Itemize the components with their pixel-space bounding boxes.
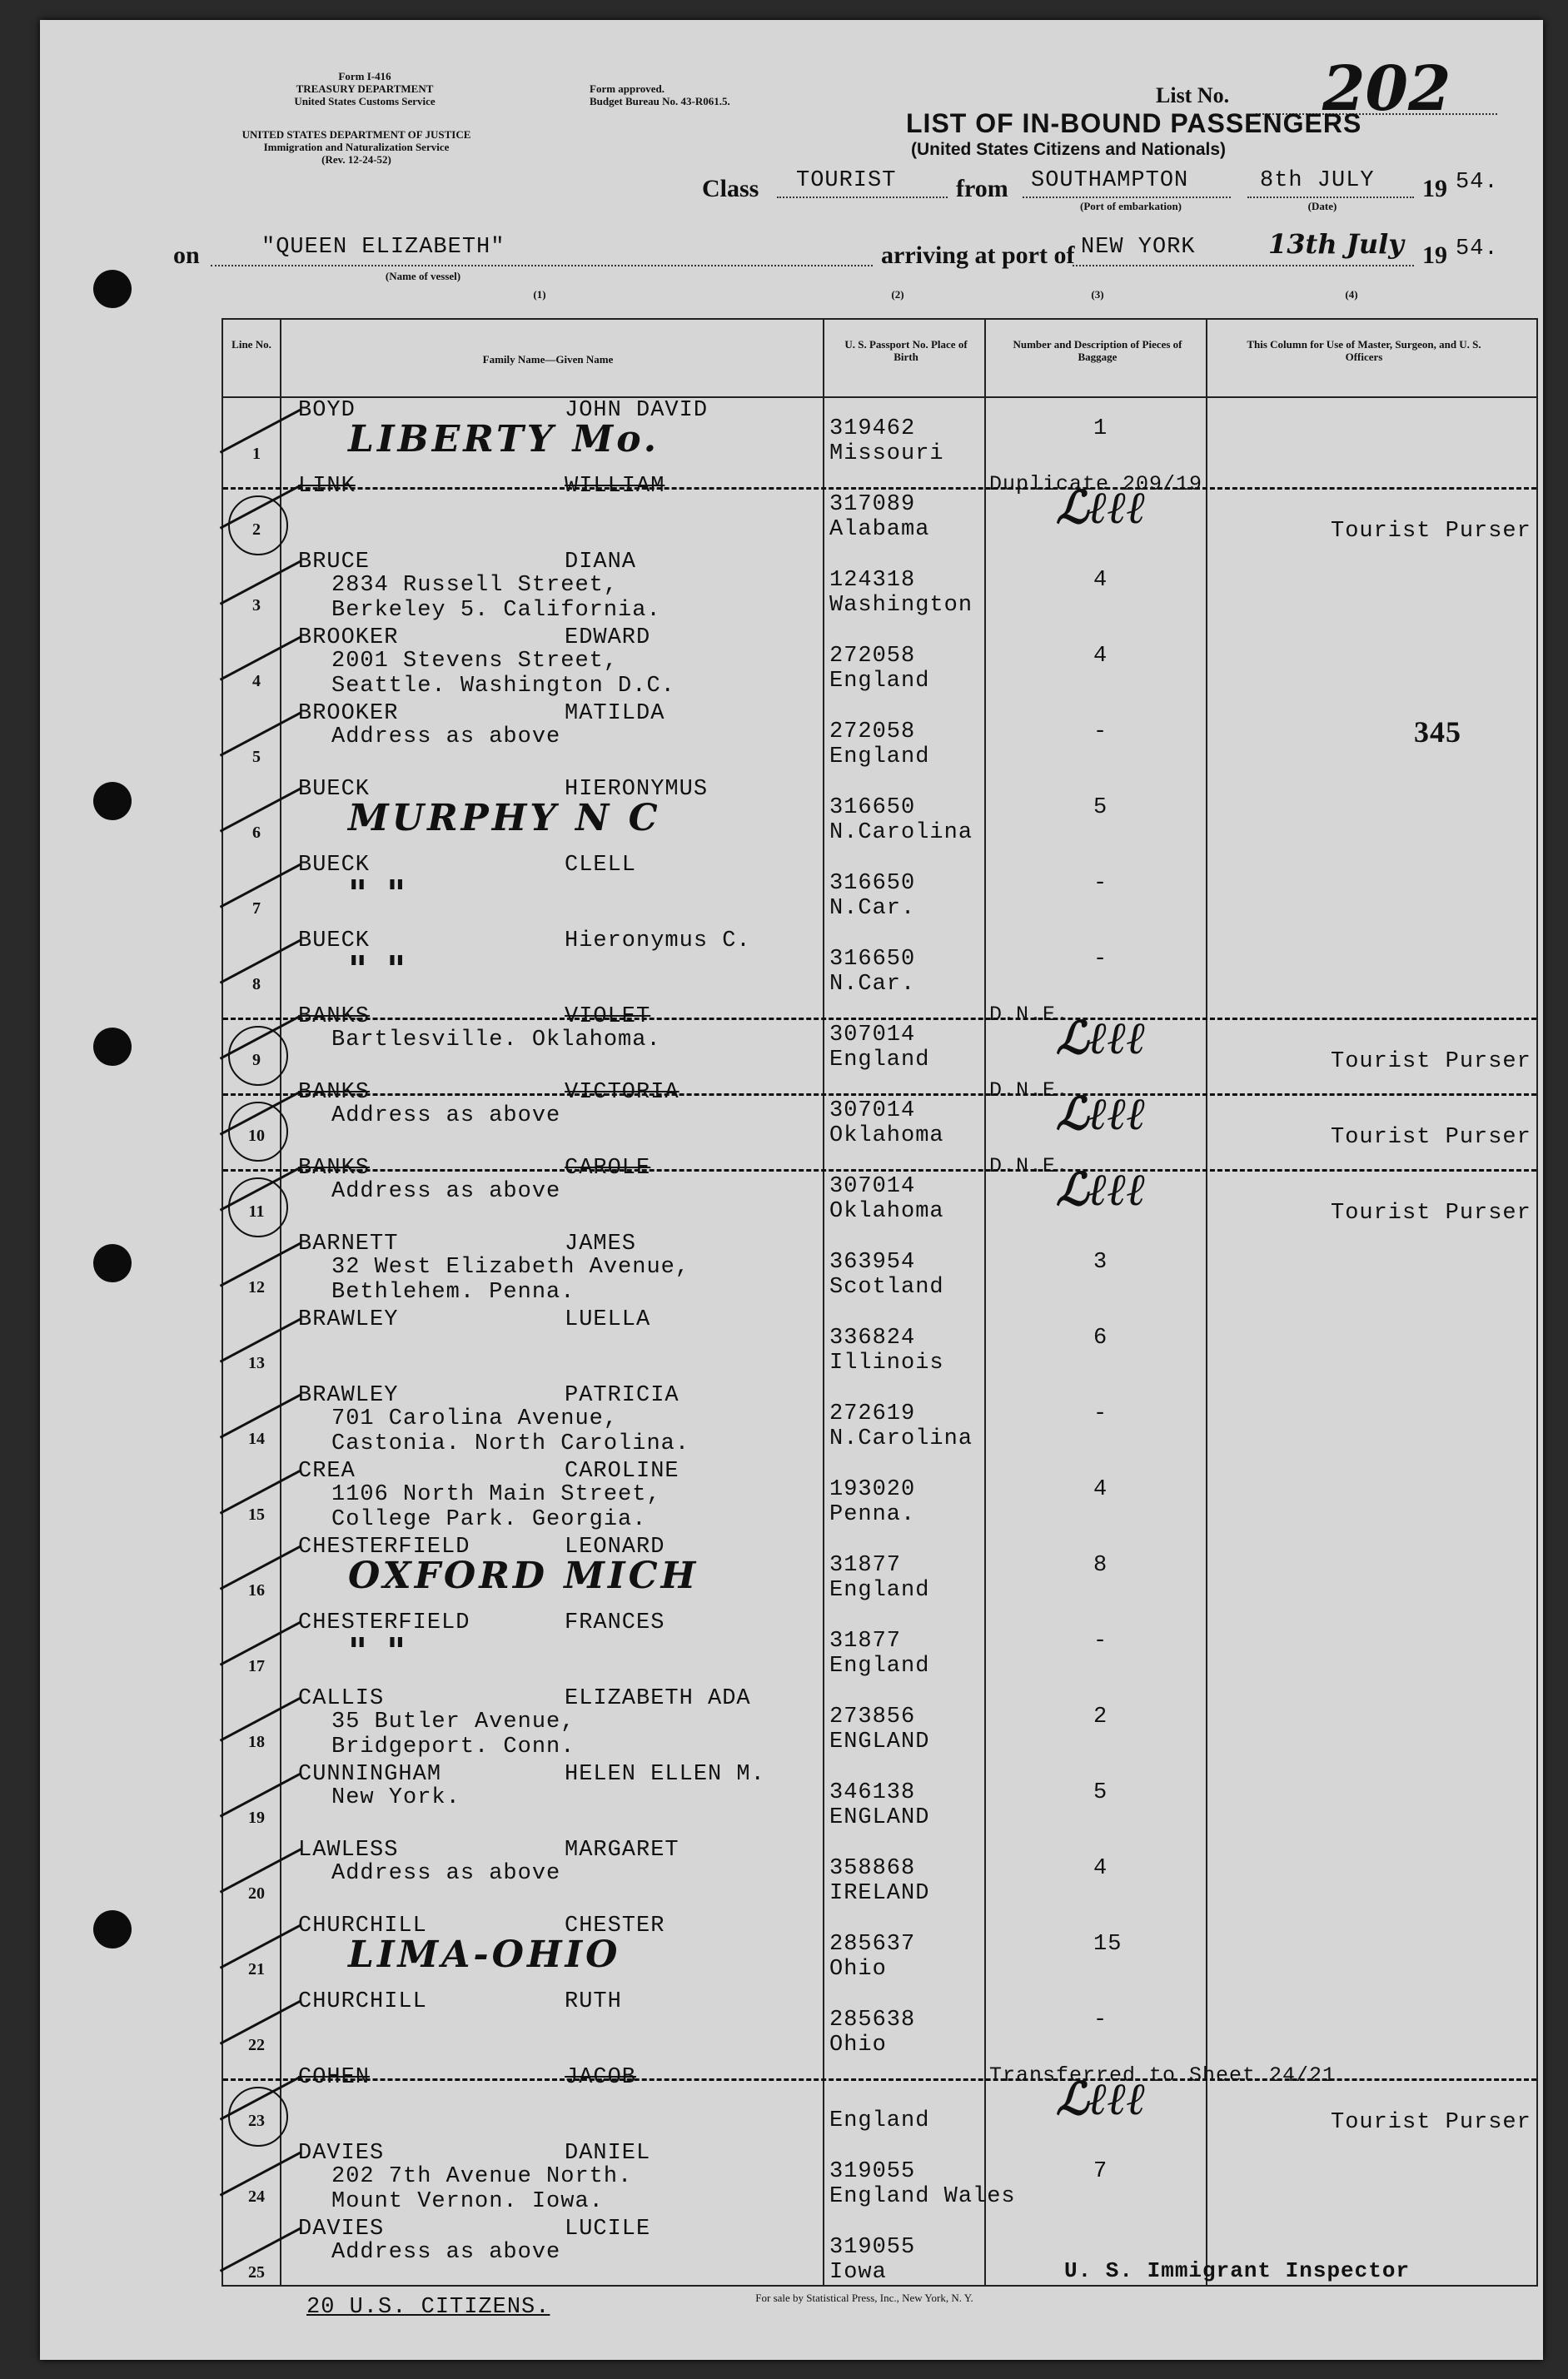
place-of-birth: Scotland [829, 1275, 944, 1300]
given-name: LUELLA [565, 1307, 651, 1332]
address-line: 35 Butler Avenue, [331, 1710, 575, 1734]
passport-number: 336824 [829, 1326, 916, 1351]
family-name: BANKS [298, 1080, 371, 1105]
place-of-birth: Oklahoma [829, 1199, 944, 1224]
place-of-birth: England [829, 1654, 930, 1679]
table-row [223, 1003, 1536, 1079]
date-underline [1247, 197, 1414, 198]
address-line: Address as above [331, 1179, 561, 1204]
arrival-port: NEW YORK [1081, 235, 1196, 260]
baggage-count: 7 [1093, 2159, 1108, 2184]
arriving-label: arriving at port of [881, 241, 1075, 269]
circled-line-mark [228, 1177, 288, 1237]
table-row [223, 2063, 1536, 2140]
family-name: CHESTERFIELD [298, 1610, 470, 1635]
given-name: CAROLE [565, 1156, 651, 1181]
line-number: 21 [248, 1960, 265, 1978]
address-line: Address as above [331, 1103, 561, 1128]
baggage-count: D.N.E. [989, 1154, 1070, 1178]
punch-hole [93, 270, 132, 308]
passport-number: 307014 [829, 1023, 916, 1048]
address-line: Mount Vernon. Iowa. [331, 2189, 604, 2214]
table-row [223, 1988, 1536, 2064]
vessel-underline [211, 265, 873, 266]
family-name: DAVIES [298, 2217, 385, 2242]
circled-line-mark [228, 1026, 288, 1086]
family-name: CHURCHILL [298, 1989, 427, 2014]
given-name: CAROLINE [565, 1459, 679, 1484]
baggage-count: 5 [1093, 1780, 1108, 1805]
given-name: EDWARD [565, 625, 651, 650]
family-name: BROOKER [298, 625, 399, 650]
col-caption-1: (1) [533, 288, 546, 301]
place-of-birth: ENGLAND [829, 1805, 930, 1830]
col-header-name: Family Name—Given Name [482, 353, 614, 366]
on-label: on [173, 241, 200, 269]
family-name: BARNETT [298, 1232, 399, 1257]
passport-number: 358868 [829, 1856, 916, 1881]
passenger-table [222, 318, 1538, 2287]
passport-number: 316650 [829, 795, 916, 820]
place-of-birth: England [829, 1578, 930, 1603]
place-of-birth: Penna. [829, 1502, 916, 1527]
purser-signature-mark: ℒℓℓℓ [1056, 1162, 1147, 1216]
officer-note: Tourist Purser [1331, 1201, 1531, 1226]
table-row [223, 396, 1536, 473]
given-name: CHESTER [565, 1914, 665, 1939]
address-line: 2834 Russell Street, [331, 573, 619, 598]
given-name: HELEN ELLEN M. [565, 1762, 765, 1787]
family-name: LAWLESS [298, 1838, 399, 1863]
from-underline [1023, 197, 1231, 198]
table-row [223, 472, 1536, 549]
list-no-label: List No. [1156, 83, 1230, 107]
table-row [223, 624, 1536, 700]
justice-block: UNITED STATES DEPARTMENT OF JUSTICE Immigration and Naturalization Service (Rev. 12-24-52) [241, 128, 471, 166]
place-of-birth: ENGLAND [829, 1730, 930, 1754]
table-row [223, 2139, 1536, 2216]
passport-number: 307014 [829, 1174, 916, 1199]
date-caption: (Date) [1307, 200, 1337, 212]
address-line: Castonia. North Carolina. [331, 1431, 690, 1456]
table-row [223, 699, 1536, 776]
family-name: CALLIS [298, 1686, 385, 1711]
given-name: ELIZABETH ADA [565, 1686, 751, 1711]
passport-number: 272058 [829, 644, 916, 669]
line-number: 18 [248, 1733, 265, 1751]
passenger-manifest-page [40, 20, 1543, 2360]
line-number: 22 [248, 2036, 265, 2054]
passport-number: 193020 [829, 1477, 916, 1502]
given-name: HIERONYMUS [565, 777, 709, 802]
passport-number: 319055 [829, 2159, 916, 2184]
baggage-count: D.N.E. [989, 1078, 1070, 1102]
address-line: Bridgeport. Conn. [331, 1734, 575, 1759]
line-number: 1 [252, 445, 261, 463]
table-row [223, 1230, 1536, 1306]
address-line: Address as above [331, 724, 561, 749]
place-of-birth: N.Carolina [829, 820, 973, 845]
place-of-birth: Washington [829, 593, 973, 618]
form-block: Form I-416 TREASURY DEPARTMENT United States Customs Service [294, 70, 436, 107]
punch-hole [93, 782, 132, 820]
place-of-birth: Ohio [829, 2033, 887, 2058]
class-underline [777, 197, 948, 198]
baggage-count: D.N.E. [989, 1003, 1070, 1027]
family-name: BUECK [298, 928, 371, 953]
given-name: JACOB [565, 2065, 637, 2090]
baggage-count: 3 [1093, 1250, 1108, 1275]
handwritten-residence: LIBERTY Mo. [348, 418, 660, 460]
given-name: DIANA [565, 550, 637, 575]
officer-note: Tourist Purser [1331, 519, 1531, 544]
line-number: 15 [248, 1506, 265, 1524]
list-no-value: 202 [1322, 53, 1451, 125]
passport-number: 124318 [829, 568, 916, 593]
address-line: Bartlesville. Oklahoma. [331, 1028, 661, 1053]
table-row [223, 851, 1536, 928]
place-of-birth: Ohio [829, 1957, 887, 1982]
line-number: 5 [252, 748, 261, 766]
officer-note: 345 [1414, 715, 1461, 749]
class-value: TOURIST [796, 168, 897, 193]
family-name: BROOKER [298, 701, 399, 726]
address-line: Berkeley 5. California. [331, 598, 661, 623]
given-name: VICTORIA [565, 1080, 679, 1105]
purser-signature-mark: ℒℓℓℓ [1056, 1087, 1147, 1140]
baggage-count: - [1093, 1401, 1108, 1426]
col-caption-3: (3) [1091, 288, 1104, 301]
place-of-birth: Oklahoma [829, 1123, 944, 1148]
officer-note: Tourist Purser [1331, 1049, 1531, 1074]
address-line: 2001 Stevens Street, [331, 649, 619, 674]
given-name: RUTH [565, 1989, 622, 2014]
family-name: BUECK [298, 777, 371, 802]
cancel-dash-line [223, 1093, 1536, 1096]
family-name: BRUCE [298, 550, 371, 575]
family-name: CREA [298, 1459, 356, 1484]
family-name: BRAWLEY [298, 1383, 399, 1408]
col-header-passport: U. S. Passport No. Place of Birth [844, 338, 968, 363]
line-number: 9 [252, 1051, 261, 1069]
given-name: JOHN DAVID [565, 398, 709, 423]
handwritten-residence: " " [348, 873, 410, 915]
circled-line-mark [228, 1102, 288, 1162]
address-line: Seattle. Washington D.C. [331, 674, 675, 699]
line-number: 12 [248, 1278, 265, 1297]
given-name: PATRICIA [565, 1383, 679, 1408]
baggage-count: 8 [1093, 1553, 1108, 1578]
table-row [223, 1078, 1536, 1155]
handwritten-residence: LIMA-OHIO [348, 1934, 621, 1976]
family-name: DAVIES [298, 2141, 385, 2166]
address-line: 701 Carolina Avenue, [331, 1406, 619, 1431]
place-of-birth: England [829, 2108, 930, 2133]
line-number: 20 [248, 1884, 265, 1903]
page-title: LIST OF IN-BOUND PASSENGERS [906, 108, 1362, 138]
handwritten-residence: OXFORD MICH [348, 1555, 699, 1597]
baggage-count: 4 [1093, 1856, 1108, 1881]
table-row [223, 1306, 1536, 1382]
baggage-count: 6 [1093, 1326, 1108, 1351]
year-value-2: 54. [1456, 236, 1499, 261]
col-header-baggage: Number and Description of Pieces of Baggage [1013, 338, 1182, 363]
line-number: 14 [248, 1430, 265, 1448]
handwritten-residence: " " [348, 1630, 410, 1673]
place-of-birth: England Wales [829, 2184, 1016, 2209]
baggage-count: Duplicate 209/19 [989, 472, 1203, 496]
passport-number: 316650 [829, 871, 916, 896]
table-row [223, 1685, 1536, 1761]
address-line: Address as above [331, 2240, 561, 2265]
given-name: DANIEL [565, 2141, 651, 2166]
vessel-name: "QUEEN ELIZABETH" [261, 235, 505, 260]
line-number: 8 [252, 975, 261, 993]
from-label: from [956, 175, 1008, 202]
handwritten-residence: " " [348, 948, 410, 991]
cancel-dash-line [223, 2078, 1536, 2081]
line-number: 17 [248, 1657, 265, 1675]
table-row [223, 927, 1536, 1003]
given-name: LUCILE [565, 2217, 651, 2242]
address-line: College Park. Georgia. [331, 1507, 647, 1532]
given-name: WILLIAM [565, 474, 665, 499]
baggage-count: 4 [1093, 644, 1108, 669]
line-number: 10 [248, 1127, 265, 1145]
from-value: SOUTHAMPTON [1031, 168, 1189, 193]
purser-signature-mark: ℒℓℓℓ [1056, 1011, 1147, 1064]
baggage-count: - [1093, 1629, 1108, 1654]
table-row [223, 1760, 1536, 1837]
class-label: Class [702, 175, 759, 202]
passport-number: 31877 [829, 1553, 902, 1578]
line-number: 4 [252, 672, 261, 690]
baggage-count: - [1093, 947, 1108, 972]
table-row [223, 1154, 1536, 1231]
family-name: CHESTERFIELD [298, 1535, 470, 1560]
purser-signature-mark: ℒℓℓℓ [1056, 2072, 1147, 2125]
address-line: New York. [331, 1785, 460, 1810]
place-of-birth: N.Carolina [829, 1426, 973, 1451]
approval-block: Form approved. Budget Bureau No. 43-R061.5. [590, 82, 730, 107]
page-subtitle: (United States Citizens and Nationals) [911, 140, 1227, 159]
line-number: 23 [248, 2112, 265, 2130]
cancel-dash-line [223, 1169, 1536, 1172]
line-number: 11 [248, 1202, 265, 1221]
place-of-birth: N.Car. [829, 972, 916, 997]
address-line: 32 West Elizabeth Avenue, [331, 1255, 690, 1280]
printer-credit: For sale by Statistical Press, Inc., New York, N. Y. [755, 2292, 973, 2304]
given-name: FRANCES [565, 1610, 665, 1635]
line-number: 3 [252, 596, 261, 615]
table-row [223, 1836, 1536, 1913]
col-caption-4: (4) [1345, 288, 1358, 301]
family-name: LINK [298, 474, 356, 499]
given-name: MARGARET [565, 1838, 679, 1863]
cancel-dash-line [223, 487, 1536, 490]
year-prefix-1: 19 [1422, 175, 1447, 202]
baggage-count: 2 [1093, 1705, 1108, 1730]
col-header-officers: This Column for Use of Master, Surgeon, and U. S. Officers [1247, 338, 1481, 363]
circled-line-mark [228, 2087, 288, 2147]
address-line: 202 7th Avenue North. [331, 2164, 633, 2189]
family-name: CUNNINGHAM [298, 1762, 442, 1787]
family-name: COHEN [298, 2065, 371, 2090]
address-line: Bethlehem. Penna. [331, 1280, 575, 1305]
baggage-count: 5 [1093, 795, 1108, 820]
baggage-count: 4 [1093, 568, 1108, 593]
family-name: BUECK [298, 853, 371, 878]
passport-number: 319462 [829, 416, 916, 441]
passport-number: 307014 [829, 1098, 916, 1123]
passport-number: 272058 [829, 719, 916, 744]
table-row [223, 2215, 1536, 2292]
date-value: 8th JULY [1260, 168, 1375, 193]
table-row [223, 1381, 1536, 1458]
place-of-birth: Illinois [829, 1351, 944, 1376]
line-number: 7 [252, 899, 261, 918]
family-name: BRAWLEY [298, 1307, 399, 1332]
family-name: CHURCHILL [298, 1914, 427, 1939]
line-number: 19 [248, 1809, 265, 1827]
baggage-count: - [1093, 719, 1108, 744]
citizen-count: 20 U.S. CITIZENS. [306, 2295, 550, 2320]
place-of-birth: England [829, 1048, 930, 1073]
line-number: 16 [248, 1581, 265, 1600]
place-of-birth: Alabama [829, 517, 930, 542]
baggage-count: Transferred to Sheet 24/21 [989, 2063, 1337, 2088]
table-row [223, 548, 1536, 625]
passport-number: 317089 [829, 492, 916, 517]
place-of-birth: Missouri [829, 441, 944, 466]
given-name: VIOLET [565, 1004, 651, 1029]
arrival-date-handwritten: 13th July [1268, 228, 1404, 260]
arrival-underline [1073, 265, 1414, 266]
col-header-line: Line No. [231, 338, 271, 351]
address-line: 1106 North Main Street, [331, 1482, 661, 1507]
officer-note: U. S. Immigrant Inspector [1064, 2258, 1411, 2283]
year-value-1: 54. [1456, 170, 1499, 195]
baggage-count: - [1093, 2008, 1108, 2033]
family-name: BANKS [298, 1004, 371, 1029]
handwritten-residence: MURPHY N C [348, 797, 661, 839]
officer-note: Tourist Purser [1331, 2110, 1531, 2135]
given-name: Hieronymus C. [565, 928, 751, 953]
passport-number: 363954 [829, 1250, 916, 1275]
given-name: JAMES [565, 1232, 637, 1257]
punch-hole [93, 1244, 132, 1282]
year-prefix-2: 19 [1422, 241, 1447, 269]
line-number: 13 [248, 1354, 265, 1372]
place-of-birth: IRELAND [829, 1881, 930, 1906]
punch-hole [93, 1910, 132, 1948]
circled-line-mark [228, 495, 288, 555]
passport-number: 31877 [829, 1629, 902, 1654]
given-name: LEONARD [565, 1535, 665, 1560]
passport-number: 272619 [829, 1401, 916, 1426]
baggage-count: 15 [1093, 1932, 1122, 1957]
table-row [223, 1609, 1536, 1685]
family-name: BOYD [298, 398, 356, 423]
passport-number: 319055 [829, 2235, 916, 2260]
place-of-birth: Iowa [829, 2260, 887, 2285]
table-row [223, 1533, 1536, 1610]
baggage-count: - [1093, 871, 1108, 896]
family-name: BANKS [298, 1156, 371, 1181]
passport-number: 346138 [829, 1780, 916, 1805]
col-caption-2: (2) [891, 288, 904, 301]
baggage-count: 4 [1093, 1477, 1108, 1502]
line-number: 25 [248, 2263, 265, 2282]
officer-note: Tourist Purser [1331, 1125, 1531, 1150]
purser-signature-mark: ℒℓℓℓ [1056, 480, 1147, 534]
line-number: 2 [252, 520, 261, 539]
place-of-birth: England [829, 669, 930, 694]
table-row [223, 1457, 1536, 1534]
given-name: MATILDA [565, 701, 665, 726]
cancel-dash-line [223, 1018, 1536, 1020]
table-row [223, 1912, 1536, 1988]
passport-number: 285638 [829, 2008, 916, 2033]
port-embark-caption: (Port of embarkation) [1079, 200, 1182, 212]
line-number: 6 [252, 824, 261, 842]
passport-number: 285637 [829, 1932, 916, 1957]
line-number: 24 [248, 2187, 265, 2206]
address-line: Address as above [331, 1861, 561, 1886]
punch-hole [93, 1028, 132, 1066]
place-of-birth: N.Car. [829, 896, 916, 921]
passport-number: 316650 [829, 947, 916, 972]
vessel-caption: (Name of vessel) [385, 270, 461, 282]
baggage-count: 1 [1093, 416, 1108, 441]
table-row [223, 775, 1536, 852]
place-of-birth: England [829, 744, 930, 769]
given-name: CLELL [565, 853, 637, 878]
passport-number: 273856 [829, 1705, 916, 1730]
